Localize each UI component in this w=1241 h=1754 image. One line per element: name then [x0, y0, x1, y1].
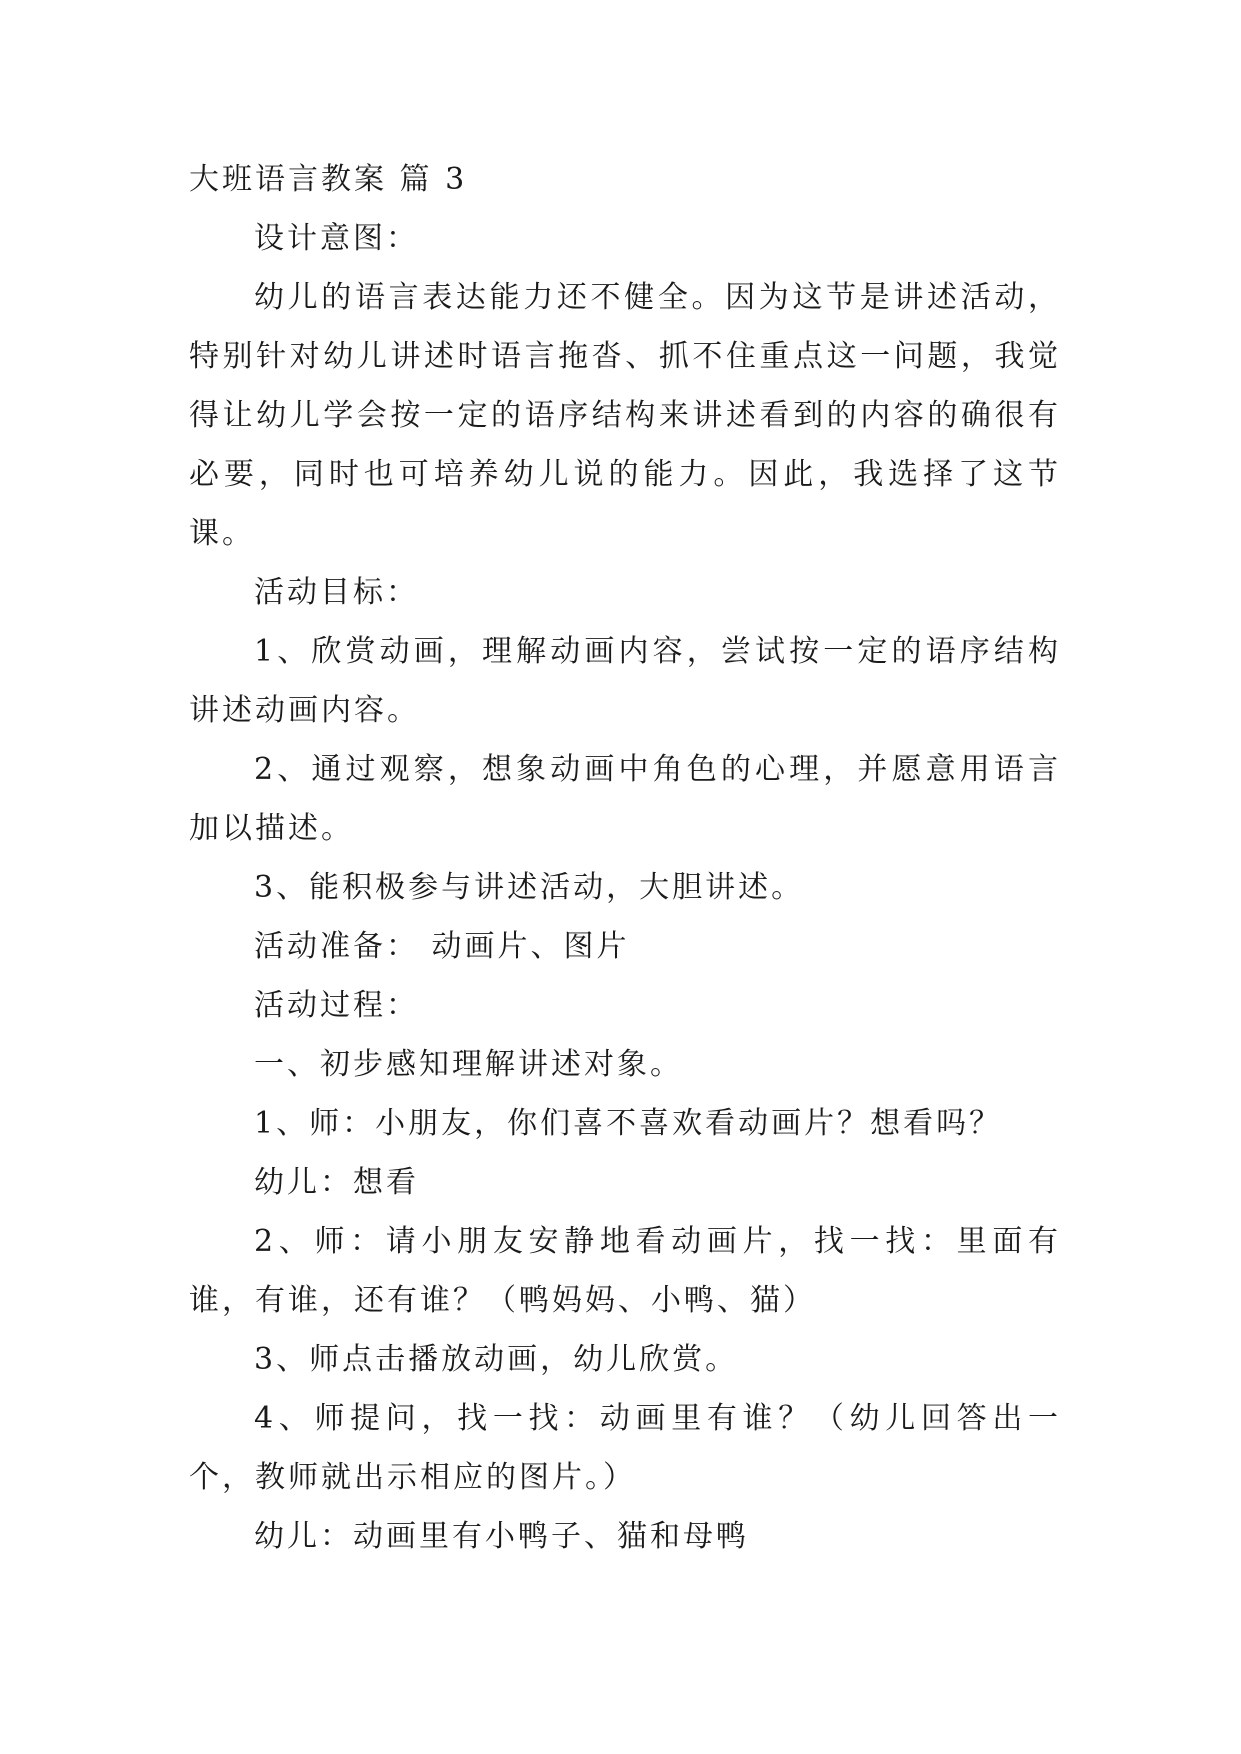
process-item-2: 2、师：请小朋友安静地看动画片，找一找：里面有谁，有谁，还有谁？（鸭妈妈、小鸭、猫） — [189, 1224, 1061, 1318]
process-item-1: 1、师：小朋友，你们喜不喜欢看动画片？想看吗？ — [254, 1106, 1003, 1141]
section-heading-design-intent: 设计意图： — [254, 221, 419, 256]
child-answer-1: 幼儿：想看 — [254, 1165, 419, 1200]
paragraph-design-intent: 幼儿的语言表达能力还不健全。因为这节是讲述活动，特别针对幼儿讲述时语言拖沓、抓不住重点这一问题，我觉得让幼儿学会按一定的语序结构来讲述看到的内容的确很有必要，同时也可培养幼儿说的能力。因此，我选择了这节课。 — [189, 280, 1061, 551]
process-item-3: 3、师点击播放动画，幼儿欣赏。 — [254, 1342, 739, 1377]
goal-item-3: 3、能积极参与讲述活动，大胆讲述。 — [254, 870, 805, 905]
goal-item-2: 2、通过观察，想象动画中角色的心理，并愿意用语言加以描述。 — [189, 752, 1061, 846]
section-heading-goals: 活动目标： — [254, 575, 419, 610]
process-item-4: 4、师提问，找一找：动画里有谁？（幼儿回答出一个，教师就出示相应的图片。） — [189, 1401, 1061, 1495]
section-heading-process: 活动过程： — [254, 988, 419, 1023]
goal-item-1: 1、欣赏动画，理解动画内容，尝试按一定的语序结构讲述动画内容。 — [189, 634, 1061, 728]
section-preparation: 活动准备： 动画片、图片 — [254, 929, 630, 964]
process-step-1: 一、初步感知理解讲述对象。 — [254, 1047, 683, 1082]
child-answer-4: 幼儿：动画里有小鸭子、猫和母鸭 — [254, 1519, 749, 1554]
document-body — [189, 150, 1061, 1566]
document-title: 大班语言教案 篇 3 — [189, 162, 468, 197]
